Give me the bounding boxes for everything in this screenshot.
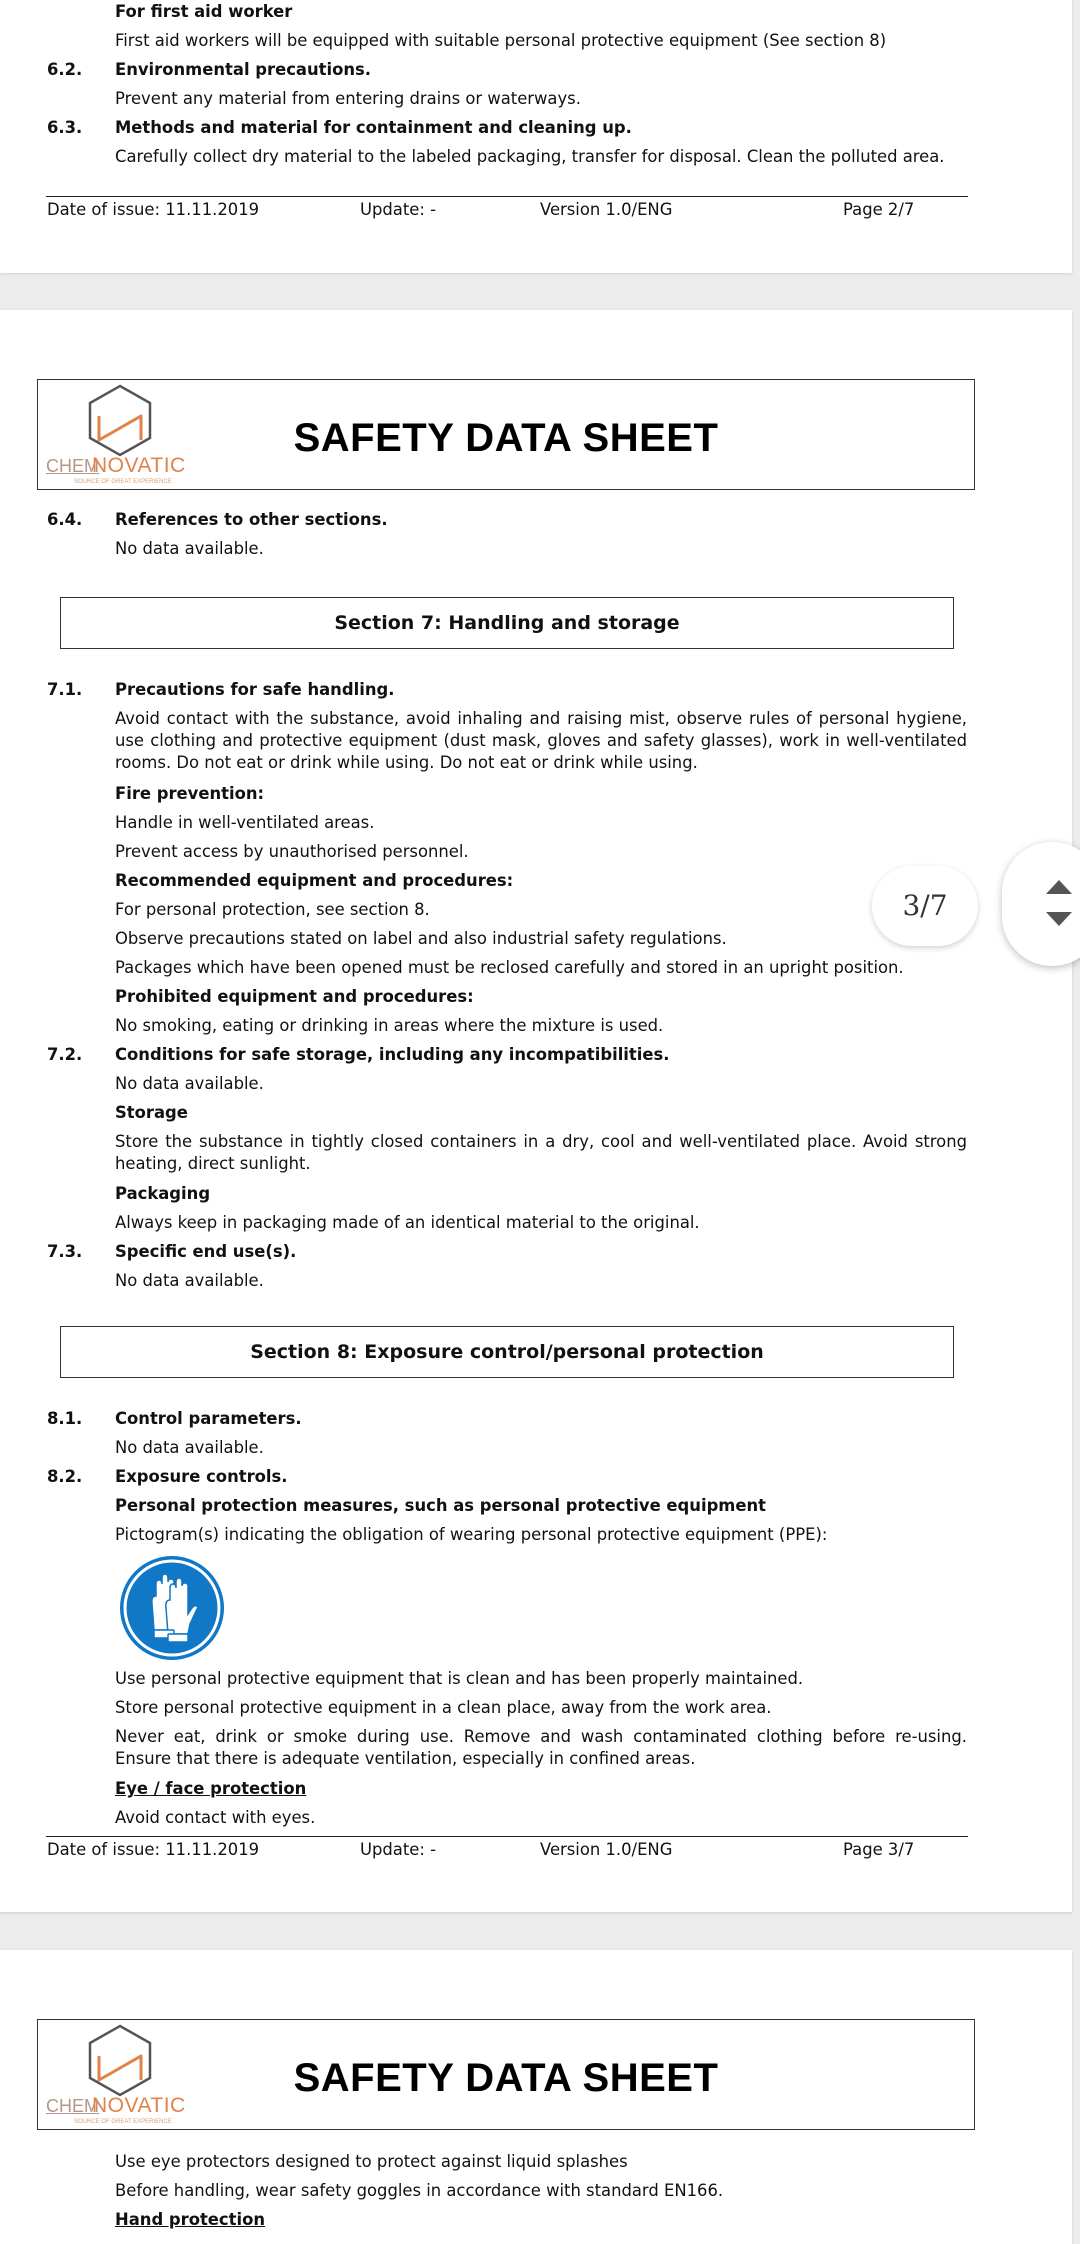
section-text: No data available. — [115, 1438, 264, 1457]
subheading: Prohibited equipment and procedures: — [115, 987, 474, 1006]
footer-update: Update: - — [360, 1840, 437, 1859]
section-number: 7.2. — [47, 1045, 83, 1064]
section-8-title: Section 8: Exposure control/personal protection — [60, 1326, 954, 1378]
logo-novatic-text: NOVATIC — [92, 2094, 186, 2117]
paragraph: Never eat, drink or smoke during use. Remove and wash contaminated clothing before re-using. Ensure that there is adequate ventilation, especially in confined areas. — [115, 1727, 967, 1768]
section-number: 6.3. — [47, 118, 83, 137]
document-page-2 — [0, 0, 1072, 273]
paragraph: Observe precautions stated on label and also industrial safety regulations. — [115, 929, 727, 948]
document-page-4 — [0, 1950, 1072, 2244]
section-text: No data available. — [115, 1074, 264, 1093]
page-indicator: 3/7 — [872, 866, 978, 946]
footer-page: Page 2/7 — [843, 200, 915, 219]
footer-date: Date of issue: 11.11.2019 — [47, 1840, 260, 1859]
first-aid-worker-text: First aid workers will be equipped with suitable personal protective equipment (See section 8) — [115, 31, 887, 50]
scroll-up-icon[interactable] — [1044, 878, 1074, 898]
subheading: Hand protection — [115, 2210, 266, 2229]
footer-page: Page 3/7 — [843, 1840, 915, 1859]
footer-divider — [46, 1836, 968, 1837]
logo-novatic-text: NOVATIC — [92, 454, 186, 477]
subheading: Storage — [115, 1103, 188, 1122]
sds-title: SAFETY DATA SHEET — [293, 416, 719, 460]
section-7-title: Section 7: Handling and storage — [60, 597, 954, 649]
section-heading: Control parameters. — [115, 1409, 302, 1428]
section-number: 6.2. — [47, 60, 83, 79]
section-number: 8.1. — [47, 1409, 83, 1428]
paragraph: Store personal protective equipment in a clean place, away from the work area. — [115, 1698, 772, 1717]
logo-tagline: SOURCE OF GREAT EXPERIENCE — [74, 2119, 172, 2125]
paragraph: Always keep in packaging made of an identical material to the original. — [115, 1213, 700, 1232]
section-number: 7.1. — [47, 680, 83, 699]
section-number: 7.3. — [47, 1242, 83, 1261]
first-aid-worker-heading: For first aid worker — [115, 2, 293, 21]
subheading: Packaging — [115, 1184, 211, 1203]
section-number: 6.4. — [47, 510, 83, 529]
footer-date: Date of issue: 11.11.2019 — [47, 200, 260, 219]
paragraph: Pictogram(s) indicating the obligation of wearing personal protective equipment (PPE): — [115, 1525, 828, 1544]
footer-version: Version 1.0/ENG — [540, 1840, 673, 1859]
footer-update: Update: - — [360, 200, 437, 219]
subheading: Recommended equipment and procedures: — [115, 871, 514, 890]
paragraph: Use personal protective equipment that is clean and has been properly maintained. — [115, 1669, 804, 1688]
subheading: Personal protection measures, such as personal protective equipment — [115, 1496, 766, 1515]
paragraph: Handle in well-ventilated areas. — [115, 813, 375, 832]
paragraph: No smoking, eating or drinking in areas where the mixture is used. — [115, 1016, 664, 1035]
wear-gloves-icon — [118, 1554, 226, 1662]
footer-version: Version 1.0/ENG — [540, 200, 673, 219]
sds-header — [37, 379, 975, 490]
section-text: Carefully collect dry material to the labeled packaging, transfer for disposal. Clean the polluted area. — [115, 147, 945, 166]
logo-chem-text: CHEM — [46, 2096, 99, 2116]
subheading: Eye / face protection — [115, 1779, 307, 1798]
logo-tagline: SOURCE OF GREAT EXPERIENCE — [74, 479, 172, 485]
sds-header — [37, 2019, 975, 2130]
paragraph: Use eye protectors designed to protect against liquid splashes — [115, 2152, 628, 2171]
paragraph: Avoid contact with eyes. — [115, 1808, 316, 1827]
section-text: No data available. — [115, 539, 264, 558]
logo-chem-text: CHEM — [46, 456, 99, 476]
page-scroll-control[interactable] — [1002, 842, 1080, 966]
section-heading: Precautions for safe handling. — [115, 680, 395, 699]
document-page-3 — [0, 310, 1072, 1912]
sds-title: SAFETY DATA SHEET — [293, 2056, 719, 2100]
paragraph: For personal protection, see section 8. — [115, 900, 430, 919]
section-text: Avoid contact with the substance, avoid inhaling and raising mist, observe rules of personal hygiene, use clothing and protective equipment (dust mask, gloves and safety glasses), work in well-ventilated rooms. Do not eat or drink while using. Do not eat or drink while using. — [115, 709, 967, 772]
subheading: Fire prevention: — [115, 784, 265, 803]
section-number: 8.2. — [47, 1467, 83, 1486]
paragraph: Packages which have been opened must be reclosed carefully and stored in an upright position. — [115, 958, 904, 977]
footer-divider — [46, 196, 968, 197]
section-text: Prevent any material from entering drains or waterways. — [115, 89, 581, 108]
section-heading: References to other sections. — [115, 510, 388, 529]
section-heading: Methods and material for containment and cleaning up. — [115, 118, 632, 137]
section-text: No data available. — [115, 1271, 264, 1290]
section-heading: Specific end use(s). — [115, 1242, 297, 1261]
paragraph: Prevent access by unauthorised personnel. — [115, 842, 469, 861]
paragraph: Before handling, wear safety goggles in accordance with standard EN166. — [115, 2181, 724, 2200]
section-heading: Environmental precautions. — [115, 60, 372, 79]
section-heading: Exposure controls. — [115, 1467, 288, 1486]
paragraph: Store the substance in tightly closed containers in a dry, cool and well-ventilated place. Avoid strong heating, direct sunlight. — [115, 1132, 967, 1173]
scroll-down-icon[interactable] — [1044, 908, 1074, 928]
section-heading: Conditions for safe storage, including any incompatibilities. — [115, 1045, 670, 1064]
